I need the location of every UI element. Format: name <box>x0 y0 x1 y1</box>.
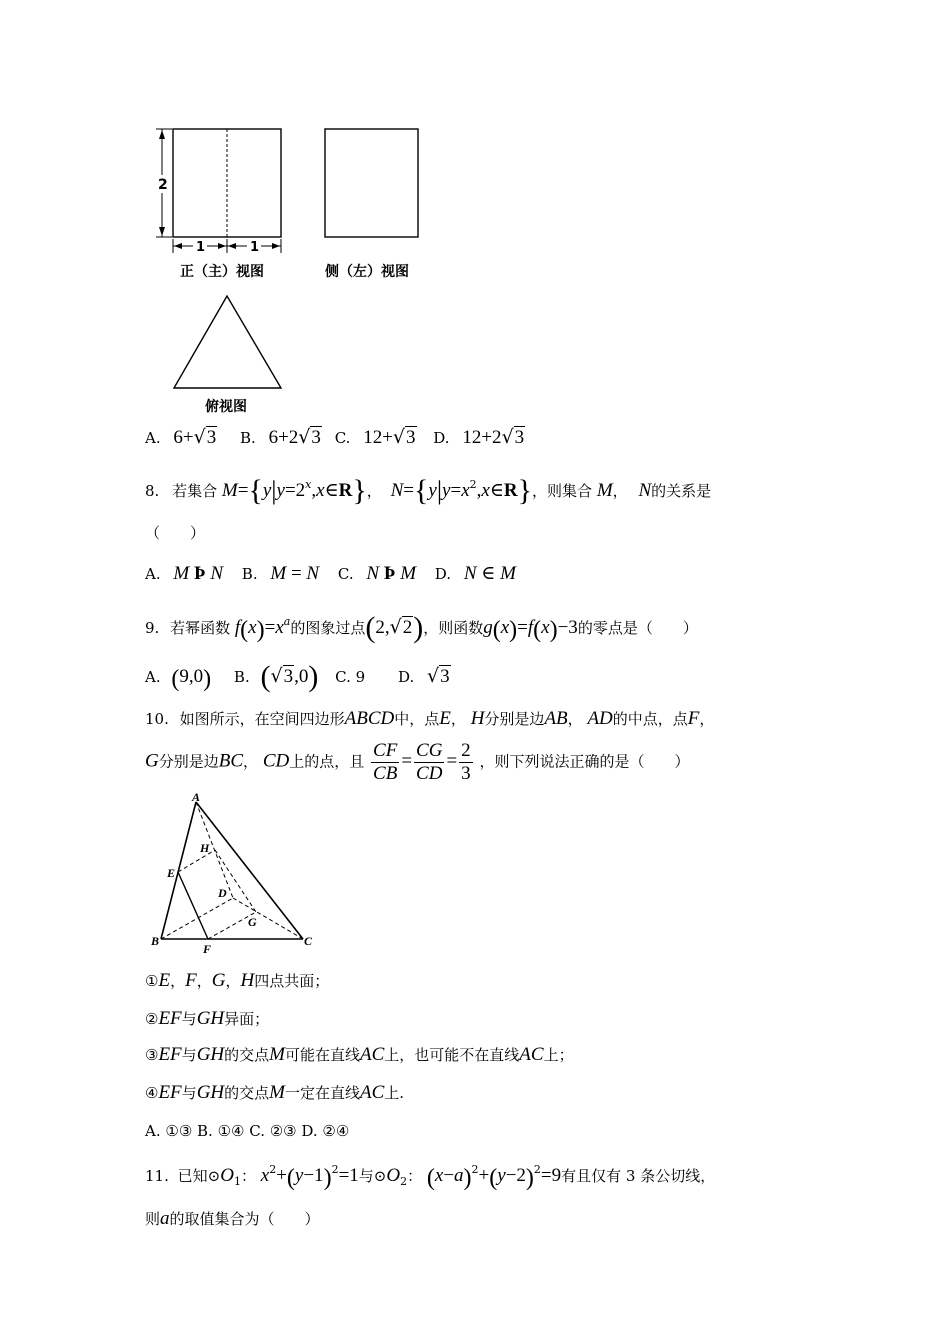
q10-statement-1: ①E，F，G，H四点共面； <box>145 970 330 991</box>
q10-stem-line1: 10. 如图所示，在空间四边形ABCD中，点E， H分别是边AB， AD的中点，点F， <box>145 708 715 729</box>
q11-stem-line2: 则a的取值集合为（ ） <box>145 1208 320 1229</box>
segment-EF <box>178 872 208 939</box>
label-D: D <box>218 886 227 900</box>
height-arrow-down <box>159 227 165 236</box>
q10-options: A. ①③ B. ①④ C. ②③ D. ②④ <box>145 1122 350 1140</box>
label-H: H <box>200 841 210 855</box>
q9-stem: 9. 若幂函数 $f(x)=x^a$的图象过点(2,√2)，则函数g(x)=f(x)−3的零点是（ ） <box>145 611 698 644</box>
front-view-caption: 正（主）视图 <box>180 264 264 280</box>
label-E: E <box>167 866 176 880</box>
top-view-caption: 俯视图 <box>205 399 247 415</box>
q10-statement-3: ③EF与GH的交点M可能在直线AC上，也可能不在直线AC上； <box>145 1044 574 1065</box>
edge-BD <box>161 898 233 939</box>
top-view-triangle <box>174 296 281 388</box>
q7-options: A. 6+√3 B. 6+2√3 C. 12+√3 D. 12+2√3 <box>145 426 525 448</box>
label-B: B <box>151 934 160 948</box>
side-view-rect <box>325 129 418 237</box>
three-view-figure <box>150 120 430 420</box>
q9-options: A. (9,0) B. (√3,0) C. 9 D. √3 <box>145 660 450 693</box>
q8-stem: 8. 若集合 $M=\{y|y=2^x,x\in R\}$， $N=\{y|y=x^2,x\in R\}$，则集合 M， N的关系是 <box>145 474 712 507</box>
label-A: A <box>192 790 201 804</box>
q10-stem-line2: G分别是边BC， CD上的点，且 $\frac{CF}{CB}$ = $\frac{CG}{CD}$ = $\frac{2}{3}$ ，则下列说法正确的是（ ） <box>145 740 690 784</box>
q8-paren: （ ） <box>145 524 206 542</box>
edge-DC <box>233 898 303 939</box>
q8-options: A. M Þ N B. M = N C. N Þ M D. N ∈ M <box>145 563 516 584</box>
width-dim-right-label: 1 <box>250 240 260 255</box>
label-G: G <box>248 915 257 929</box>
label-C: C <box>304 934 313 948</box>
width-dim-left-label: 1 <box>196 240 206 255</box>
segment-HG <box>215 850 256 912</box>
q10-statement-2: ②EF与GH异面； <box>145 1008 270 1029</box>
q11-stem-line1: 11. 已知$⊙O_1$： $x^2+(y-1)^2=1$与$⊙O_2$： $(x-a)^2+(y-2)^2=9$有且仅有 3 条公切线， <box>145 1163 716 1191</box>
side-view-caption: 侧（左）视图 <box>325 264 409 280</box>
label-F: F <box>203 942 212 956</box>
tetrahedron-figure <box>148 790 328 960</box>
height-dim-label: 2 <box>158 177 168 193</box>
height-arrow-up <box>159 130 165 139</box>
q10-statement-4: ④EF与GH的交点M一定在直线AC上. <box>145 1082 405 1103</box>
